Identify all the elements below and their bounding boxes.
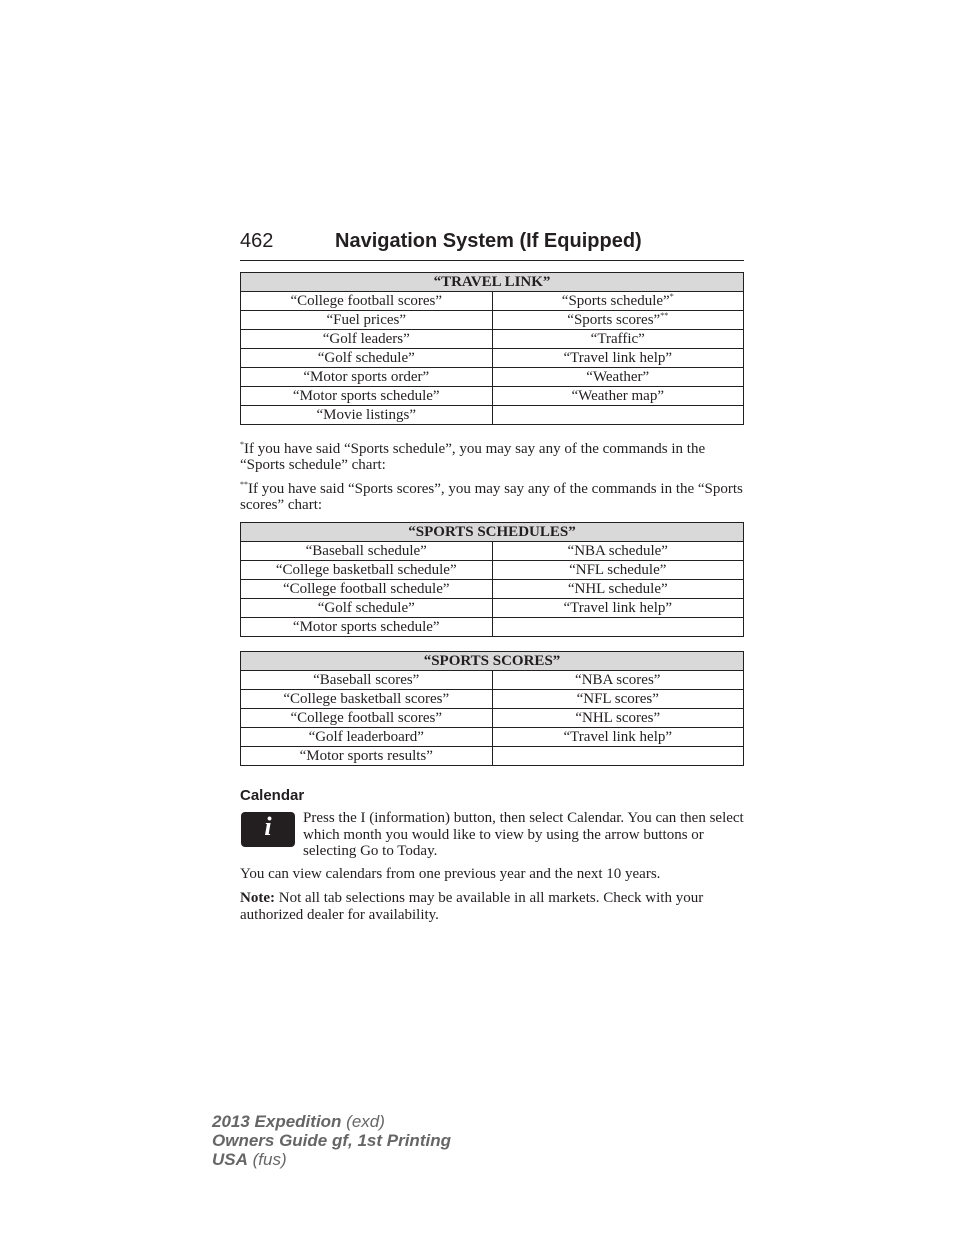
footnote-text: If you have said “Sports schedule”, you may say any of the commands in the “Sports schedule” chart:: [240, 441, 706, 473]
footer-model: 2013 Expedition: [212, 1112, 342, 1131]
table-cell: “Fuel prices”: [241, 311, 493, 330]
table-cell: [492, 618, 744, 637]
table-cell: “NHL schedule”: [492, 580, 744, 599]
table-cell: “Golf leaders”: [241, 330, 493, 349]
table-cell: “Golf schedule”: [241, 349, 493, 368]
footnote-sports-scores: [240, 481, 746, 513]
calendar-range-text: You can view calendars from one previous year and the next 10 years.: [240, 866, 661, 882]
table-row: [241, 690, 744, 709]
table-cell: “NFL schedule”: [492, 561, 744, 580]
table-cell: “NBA schedule”: [492, 542, 744, 561]
cell-text: “Sports schedule”: [561, 292, 670, 309]
information-icon: [241, 812, 295, 847]
footer-market-code: (fus): [247, 1150, 287, 1169]
table-row: [241, 747, 744, 766]
table-cell: “Travel link help”: [492, 728, 744, 747]
table-row: [241, 349, 744, 368]
table-cell: “Motor sports schedule”: [241, 618, 493, 637]
table-row: [241, 599, 744, 618]
table-row: [241, 709, 744, 728]
footer-market: USA: [212, 1150, 248, 1169]
calendar-note: [240, 890, 746, 923]
cell-text: “Sports scores”: [567, 311, 661, 328]
table-row: [241, 311, 744, 330]
page-footer: [212, 1112, 451, 1169]
note-label: Note:: [240, 890, 275, 906]
table-cell: [492, 747, 744, 766]
table-cell: “NHL scores”: [492, 709, 744, 728]
table-row: [241, 406, 744, 425]
table-cell: “College football scores”: [241, 292, 493, 311]
footnote-marker: **: [660, 310, 669, 320]
table-cell: “College basketball scores”: [241, 690, 493, 709]
table-row: [241, 561, 744, 580]
table-cell: “College football scores”: [241, 709, 493, 728]
table-cell: “Baseball scores”: [241, 671, 493, 690]
table-row: [241, 387, 744, 406]
table-title: “SPORTS SCORES”: [241, 652, 744, 671]
table-cell: “College basketball schedule”: [241, 561, 493, 580]
sports-scores-table: [240, 651, 744, 766]
table-cell: “Weather map”: [492, 387, 744, 406]
footnote-marker: *: [240, 440, 244, 449]
calendar-heading: Calendar: [240, 787, 305, 804]
footer-line-guide: [212, 1131, 451, 1150]
table-cell: “Motor sports schedule”: [241, 387, 493, 406]
table-cell: [492, 406, 744, 425]
footer-line-model: [212, 1112, 451, 1131]
table-row: [241, 330, 744, 349]
table-cell: “Golf leaderboard”: [241, 728, 493, 747]
table-cell: [492, 311, 744, 330]
page-title: Navigation System (If Equipped): [335, 230, 642, 252]
note-text: Not all tab selections may be available in all markets. Check with your authorized dealer for availability.: [240, 890, 704, 923]
table-cell: “Travel link help”: [492, 599, 744, 618]
page-header: [240, 228, 744, 261]
table-cell: “Traffic”: [492, 330, 744, 349]
sports-schedules-table: [240, 522, 744, 637]
information-icon-glyph: i: [264, 812, 272, 841]
table-row: [241, 542, 744, 561]
table-cell: “NBA scores”: [492, 671, 744, 690]
table-cell: “Movie listings”: [241, 406, 493, 425]
footnote-marker: *: [669, 291, 674, 301]
table-title: “TRAVEL LINK”: [241, 273, 744, 292]
table-row: [241, 292, 744, 311]
footer-line-market: [212, 1150, 451, 1169]
table-cell: “Motor sports results”: [241, 747, 493, 766]
footer-guide: Owners Guide gf, 1st Printing: [212, 1131, 451, 1150]
table-row: [241, 671, 744, 690]
table-cell: [492, 292, 744, 311]
table-row: [241, 618, 744, 637]
table-cell: “Golf schedule”: [241, 599, 493, 618]
table-cell: “NFL scores”: [492, 690, 744, 709]
table-cell: “Baseball schedule”: [241, 542, 493, 561]
page-number: 462: [240, 230, 274, 252]
footer-model-code: (exd): [341, 1112, 385, 1131]
table-cell: “Weather”: [492, 368, 744, 387]
footnote-text: If you have said “Sports scores”, you may say any of the commands in the “Sports scores” chart:: [240, 481, 743, 513]
calendar-intro: Press the I (information) button, then select Calendar. You can then select which month you would like to view by using the arrow buttons or selecting Go to Today.: [303, 810, 744, 859]
table-title: “SPORTS SCHEDULES”: [241, 523, 744, 542]
table-row: [241, 728, 744, 747]
table-cell: “College football schedule”: [241, 580, 493, 599]
table-cell: “Motor sports order”: [241, 368, 493, 387]
table-row: [241, 580, 744, 599]
footnote-marker: **: [240, 480, 248, 489]
travel-link-table: [240, 272, 744, 425]
table-cell: “Travel link help”: [492, 349, 744, 368]
footnote-sports-schedule: [240, 441, 746, 473]
table-row: [241, 368, 744, 387]
